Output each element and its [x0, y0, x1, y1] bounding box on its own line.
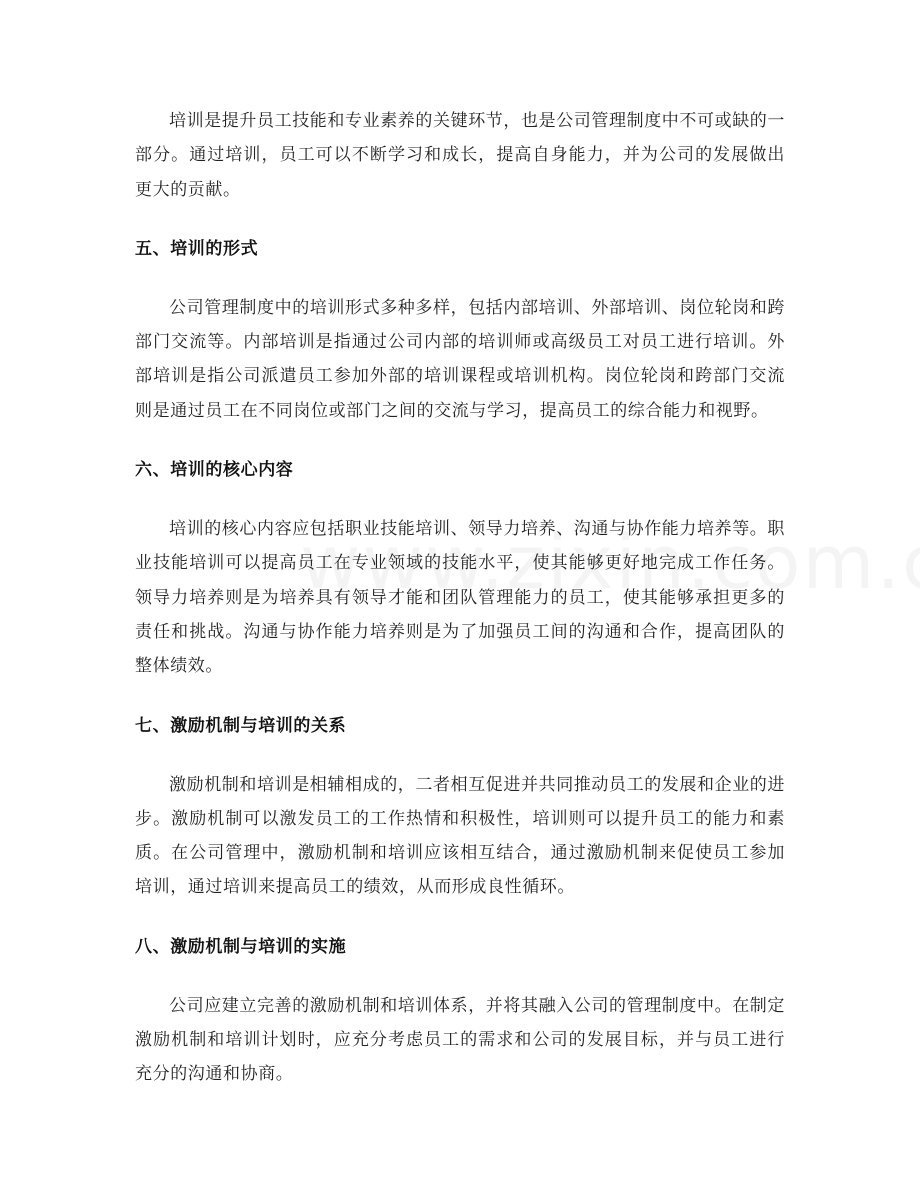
section-heading-7: 七、激励机制与培训的关系 [135, 715, 347, 736]
section-paragraph-6: 培训的核心内容应包括职业技能培训、领导力培养、沟通与协作能力培养等。职业技能培训可以提高员工在专业领域的技能水平，使其能够更好地完成工作任务。领导力培养则是为培养具有领导才能和团队管理能力的员工，使其能够承担更多的责任和挑战。沟通与协作能力培养则是为了加强员工间的沟通和合作，提高团队的整体绩效。 [135, 519, 785, 677]
document-body [135, 104, 785, 1092]
section-paragraph-5: 公司管理制度中的培训形式多种多样，包括内部培训、外部培训、岗位轮岗和跨部门交流等。内部培训是指通过公司内部的培训师或高级员工对员工进行培训。外部培训是指公司派遣员工参加外部的培训课程或培训机构。岗位轮岗和跨部门交流则是通过员工在不同岗位或部门之间的交流与学习，提高员工的综合能力和视野。 [135, 297, 785, 421]
section-heading-6: 六、培训的核心内容 [135, 460, 294, 481]
section-heading-5: 五、培训的形式 [135, 238, 259, 259]
intro-paragraph: 培训是提升员工技能和专业素养的关键环节，也是公司管理制度中不可或缺的一部分。通过培训，员工可以不断学习和成长，提高自身能力，并为公司的发展做出更大的贡献。 [135, 111, 785, 200]
section-paragraph-7: 激励机制和培训是相辅相成的，二者相互促进并共同推动员工的发展和企业的进步。激励机制可以激发员工的工作热情和积极性，培训则可以提升员工的能力和素质。在公司管理中，激励机制和培训应该相互结合，通过激励机制来促使员工参加培训，通过培训来提高员工的绩效，从而形成良性循环。 [135, 774, 785, 898]
section-heading-8: 八、激励机制与培训的实施 [135, 936, 347, 957]
section-paragraph-8: 公司应建立完善的激励机制和培训体系，并将其融入公司的管理制度中。在制定激励机制和培训计划时，应充分考虑员工的需求和公司的发展目标，并与员工进行充分的沟通和协商。 [135, 995, 785, 1085]
